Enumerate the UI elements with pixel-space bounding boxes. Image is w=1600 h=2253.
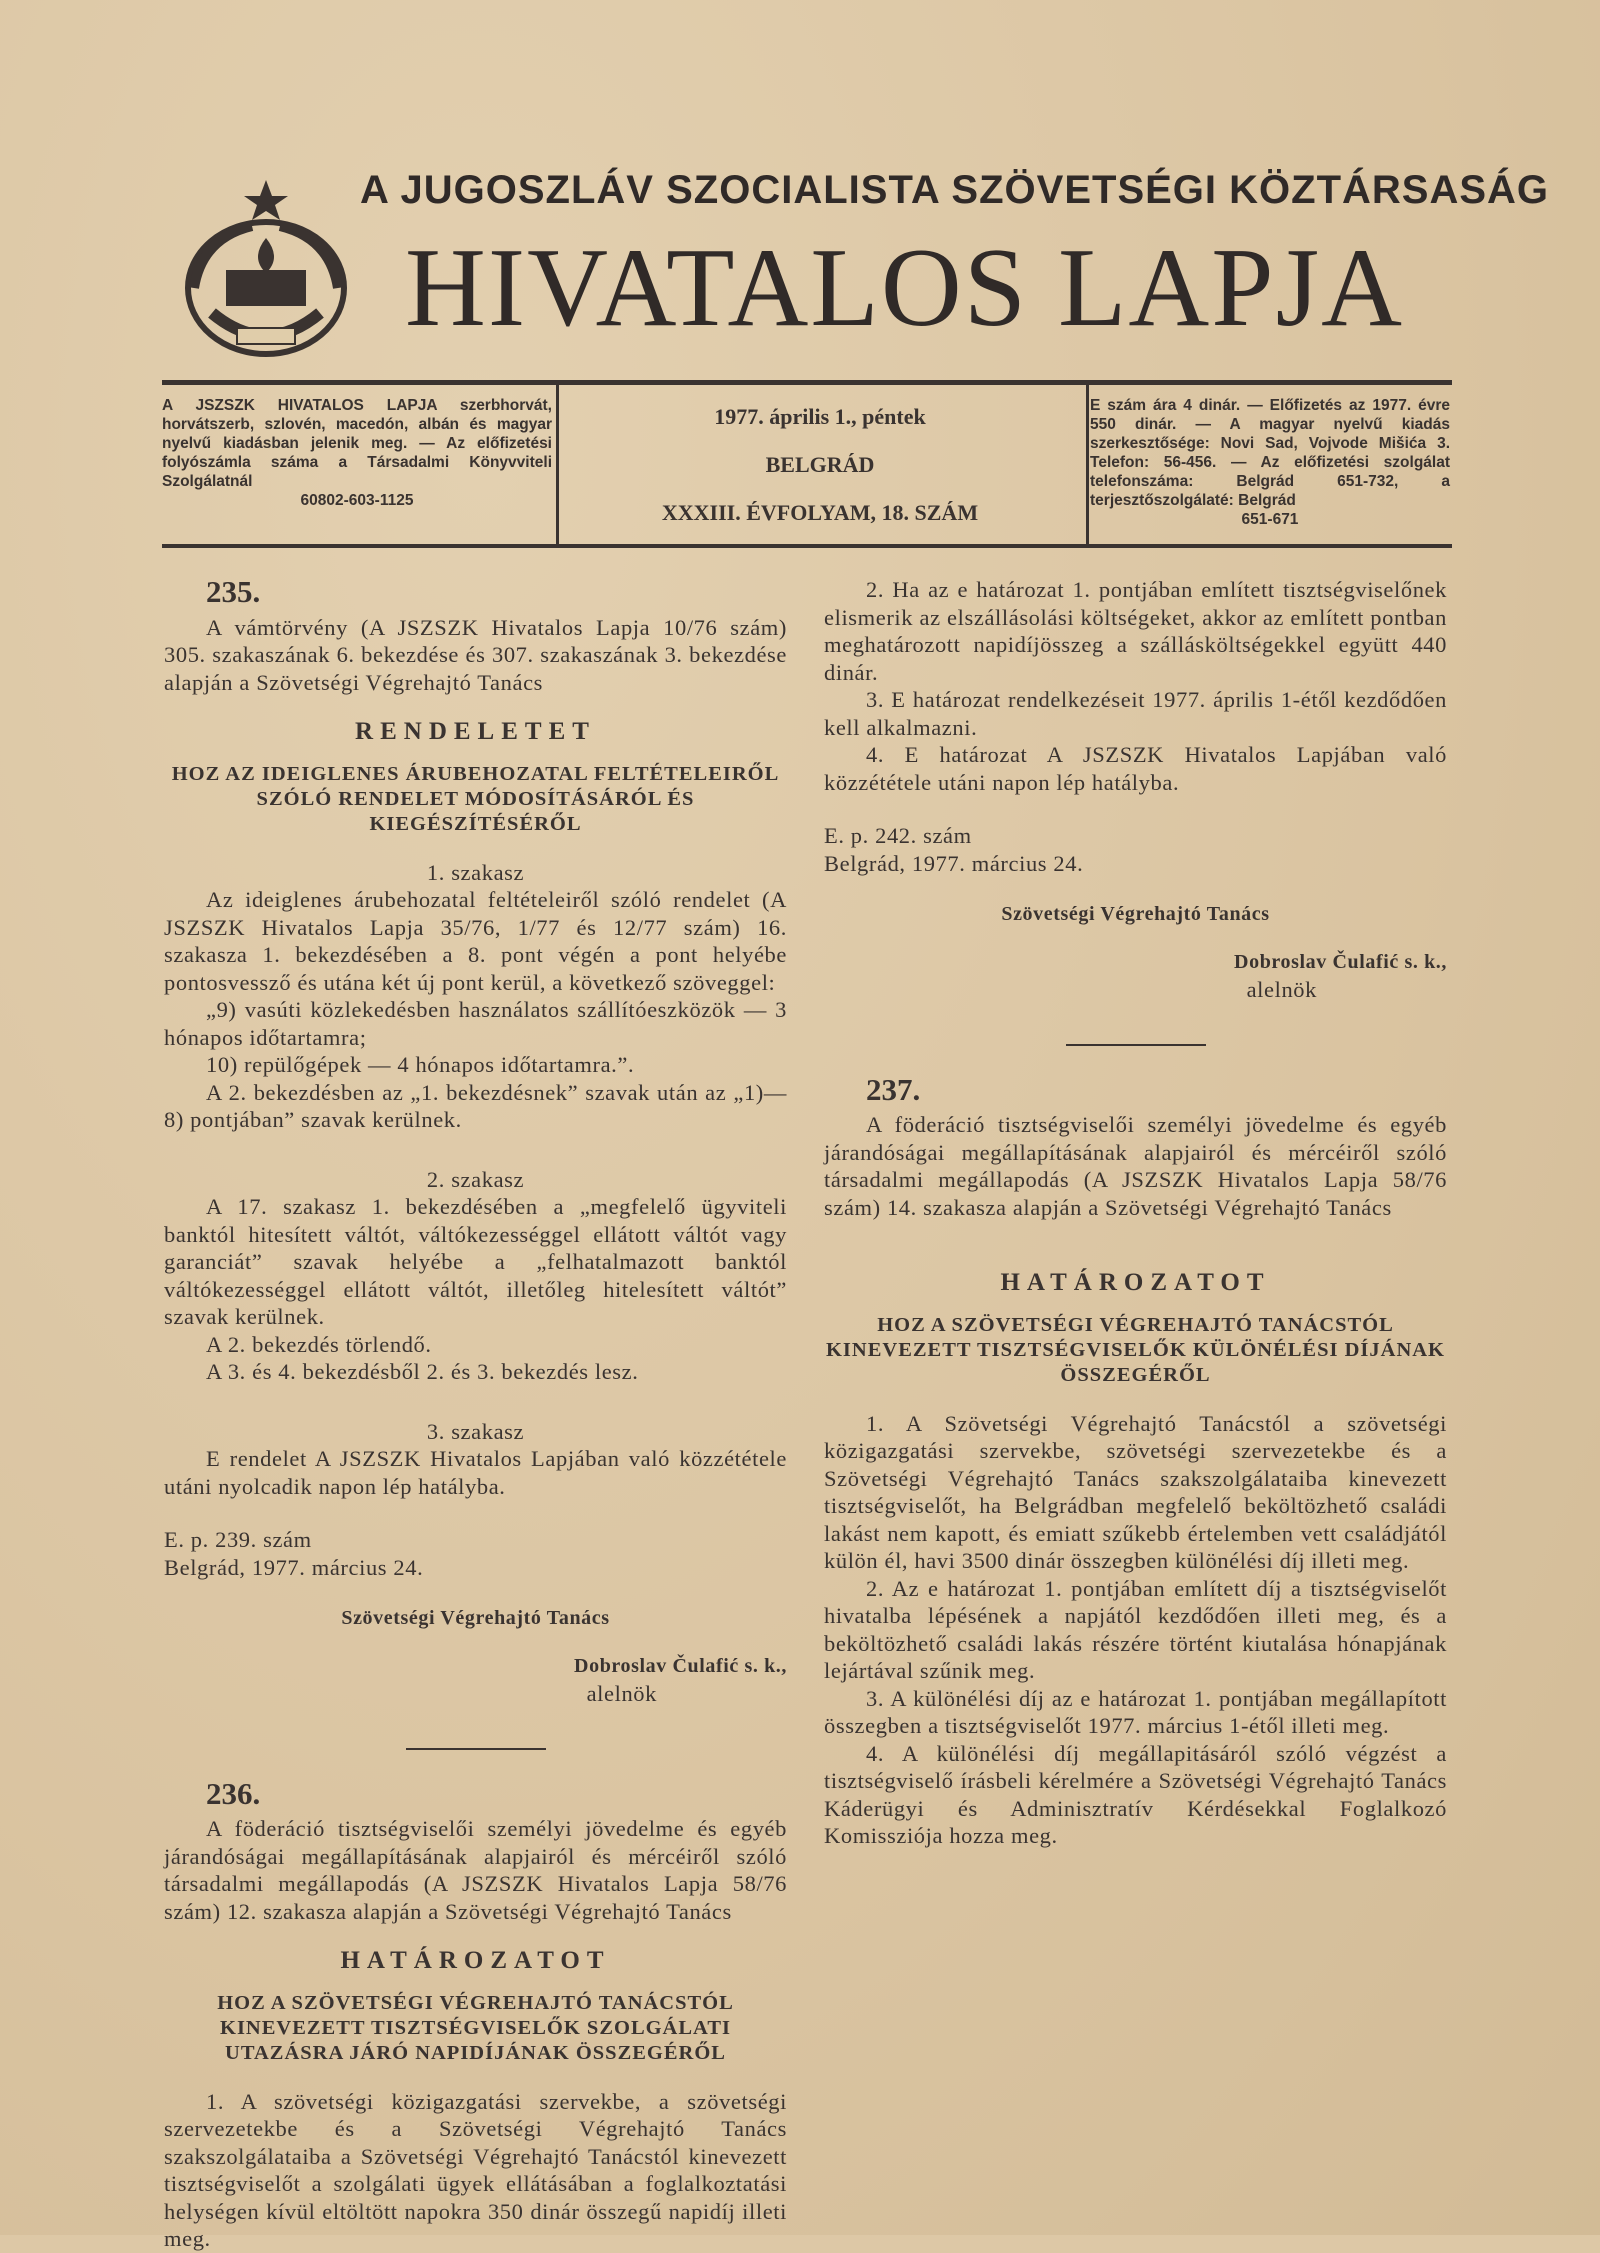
signer-name: Dobroslav Čulafić s. k., bbox=[1234, 950, 1447, 973]
header-rule-top bbox=[162, 380, 1452, 385]
issue-date: 1977. április 1., péntek bbox=[714, 404, 926, 429]
signer-role: alelnök bbox=[586, 1681, 657, 1706]
paragraph: Az ideiglenes árubehozatal feltételeiről szóló rendelet (A JSZSZK Hivatalos Lapja 35/76, 1/77 és 12/77 szám) 16. szakasza 1. bekezdésében a 8. pont végén a pont helyébe pontosvessző és utána két új pont kerül, a következő szöveggel: bbox=[164, 887, 787, 995]
header-publication-info bbox=[162, 396, 552, 510]
account-number: 60802-603-1125 bbox=[300, 492, 414, 509]
masthead-subtitle: A JUGOSZLÁV SZOCIALISTA SZÖVETSÉGI KÖZTÁRSASÁG bbox=[360, 168, 1550, 212]
paragraph: 1. A szövetségi közigazgatási szervekbe, a szövetségi szervezetekbe és a Szövetségi Végrehajtó Tanács szakszolgálataiba a Szövetségi Végrehajtó Tanácstól kinevezett tisztségviselőt a szolgálati ügyek ellátásában a foglalkoztatási helységen kívül eltöltött napokra 350 dinár összegű napidíj illeti meg. bbox=[164, 2088, 787, 2251]
signer-name: Dobroslav Čulafić s. k., bbox=[574, 1654, 787, 1677]
article-kind: RENDELETET bbox=[355, 718, 596, 745]
issuing-body: Szövetségi Végrehajtó Tanács bbox=[1001, 903, 1270, 925]
article-number: 236. bbox=[206, 1775, 261, 1811]
place-date: Belgrád, 1977. március 24. bbox=[824, 850, 1084, 876]
right-column bbox=[824, 576, 1447, 1850]
paragraph: 2. Ha az e határozat 1. pontjában említett tisztségviselőnek elismerik az elszállásolási költségeket, akkor az említett pontban meghatározott napidíjösszeg a szállásköltségekkel együtt 440 dinár. bbox=[824, 577, 1447, 685]
paragraph: 3. E határozat rendelkezéseit 1977. április 1-étől kezdődően kell alkalmazni. bbox=[824, 687, 1447, 740]
article-subtitle: HOZ A SZÖVETSÉGI VÉGREHAJTÓ TANÁCSTÓL KINEVEZETT TISZTSÉGVISELŐK SZOLGÁLATI UTAZÁSRA JÁRÓ NAPIDÍJÁNAK ÖSSZEGÉRŐL bbox=[217, 1991, 734, 2064]
paragraph: 4. E határozat A JSZSZK Hivatalos Lapjában való közzététele utáni napon lép hatályba. bbox=[824, 742, 1447, 795]
signer-role: alelnök bbox=[1246, 977, 1317, 1002]
article-kind: HATÁROZATOT bbox=[340, 1947, 611, 1974]
issue-number: XXXIII. ÉVFOLYAM, 18. SZÁM bbox=[661, 500, 979, 525]
state-emblem-icon bbox=[182, 178, 350, 364]
article-235 bbox=[164, 574, 787, 1750]
section-title: 3. szakasz bbox=[426, 1418, 525, 1444]
article-intro: A föderáció tisztségviselői személyi jövedelme és egyéb járandóságai megállapításának alapjairól és mércéiről szóló társadalmi megállapodás (A JSZSZK Hivatalos Lapja 58/76 szám) 12. szakasza alapján a Szövetségi Végrehajtó Tanács bbox=[164, 1816, 787, 1924]
article-number: 237. bbox=[866, 1071, 921, 1107]
article-divider bbox=[406, 1748, 546, 1750]
reference-number: E. p. 242. szám bbox=[824, 823, 972, 848]
paragraph: 10) repülőgépek — 4 hónapos időtartamra.”. bbox=[206, 1052, 635, 1077]
article-236-continued bbox=[824, 576, 1447, 1046]
left-column bbox=[164, 574, 787, 2253]
section-title: 2. szakasz bbox=[426, 1166, 525, 1192]
paragraph: 3. A különélési díj az e határozat 1. pontjában megállapított összegben a tisztségviselőt 1977. március 1-étől illeti meg. bbox=[824, 1685, 1447, 1738]
article-237 bbox=[824, 1071, 1447, 1850]
header-divider bbox=[556, 385, 559, 544]
article-divider bbox=[1066, 1044, 1206, 1046]
article-intro: A vámtörvény (A JSZSZK Hivatalos Lapja 10/76 szám) 305. szakaszának 6. bekezdése és 307. szakaszának 3. bekezdése alapján a Szövetségi Végrehajtó Tanács bbox=[164, 614, 787, 695]
issue-city: BELGRÁD bbox=[765, 452, 875, 477]
paragraph: E rendelet A JSZSZK Hivatalos Lapjában való közzététele utáni nyolcadik napon lép hatályba. bbox=[164, 1446, 787, 1499]
article-236 bbox=[164, 1775, 787, 2253]
section-title: 1. szakasz bbox=[426, 859, 525, 885]
masthead-title: HIVATALOS LAPJA bbox=[405, 226, 1405, 350]
paragraph: A 17. szakasz 1. bekezdésében a „megfelelő ügyviteli banktól hitesített váltót, váltókezességgel ellátott váltót vagy garanciát” szavak helyébe a „felhatalmazott banktól váltókezességgel ellátott váltót, illetőleg hitelesített váltót” szavak kerülnek. bbox=[164, 1194, 787, 1329]
price-info-text: E szám ára 4 dinár. — Előfizetés az 1977. évre 550 dinár. — A magyar nyelvű kiadás szerkesztősége: Novi Sad, Vojvode Mišića 3. Telefon: 56-456. — Az előfizetési szolgálat telefonszáma: Belgrád 651-732, a terjesztőszolgálaté: Belgrád bbox=[1090, 397, 1450, 509]
article-number: 235. bbox=[206, 574, 261, 609]
paragraph: „9) vasúti közlekedésben használatos szállítóeszközök — 3 hónapos időtartamra; bbox=[164, 997, 787, 1050]
reference-number: E. p. 239. szám bbox=[164, 1527, 312, 1552]
article-kind: HATÁROZATOT bbox=[1000, 1269, 1271, 1296]
header-issue-info bbox=[560, 396, 1080, 550]
place-date: Belgrád, 1977. március 24. bbox=[164, 1554, 424, 1580]
header-divider bbox=[1086, 385, 1089, 544]
paragraph: A 2. bekezdésben az „1. bekezdésnek” szavak után az „1)—8) pontjában” szavak kerülnek. bbox=[164, 1079, 787, 1132]
paragraph: 4. A különélési díj megállapitásáról szóló végzést a tisztségviselő írásbeli kérelmére a Szövetségi Végrehajtó Tanács Káderügyi és Adminisztratív Kérdésekkal Foglalkozó Komissziója hozza meg. bbox=[824, 1740, 1447, 1848]
paragraph: 2. Az e határozat 1. pontjában említett díj a tisztségviselőt hivatalba lépésének a napjától kezdődően illeti meg, és a beköltözhető családi lakás részére történt kiutalása hónapjának lejártával szűnik meg. bbox=[824, 1575, 1447, 1683]
paragraph: A 3. és 4. bekezdésből 2. és 3. bekezdés lesz. bbox=[206, 1359, 639, 1384]
article-intro: A föderáció tisztségviselői személyi jövedelme és egyéb járandóságai megállapításának alapjairól és mércéiről szóló társadalmi megállapodás (A JSZSZK Hivatalos Lapja 58/76 szám) 14. szakasza alapján a Szövetségi Végrehajtó Tanács bbox=[824, 1112, 1447, 1220]
header-price-info bbox=[1090, 396, 1450, 529]
paragraph: 1. A Szövetségi Végrehajtó Tanácstól a szövetségi közigazgatási szervekbe, szövetségi szervezetekbe és a Szövetségi Végrehajtó Tanács szakszolgálataiba kinevezett tisztségviselőt, ha Belgrádban megfelelő beköltözhető családi lakást nem kapott, és emiatt szűkebb értelemben vett családjától külön él, havi 3500 dinár összegben különélési díj illeti meg. bbox=[824, 1410, 1447, 1573]
issuing-body: Szövetségi Végrehajtó Tanács bbox=[341, 1607, 610, 1629]
paragraph: A 2. bekezdés törlendő. bbox=[206, 1331, 432, 1357]
distribution-phone: 651-671 bbox=[1241, 511, 1299, 528]
article-subtitle: HOZ A SZÖVETSÉGI VÉGREHAJTÓ TANÁCSTÓL KINEVEZETT TISZTSÉGVISELŐK KÜLÖNÉLÉSI DÍJÁNAK ÖSSZEGÉRŐL bbox=[825, 1313, 1445, 1386]
article-subtitle: HOZ AZ IDEIGLENES ÁRUBEHOZATAL FELTÉTELEIRŐL SZÓLÓ RENDELET MÓDOSÍTÁSÁRÓL ÉS KIEGÉSZÍTÉSÉRŐL bbox=[171, 762, 780, 835]
publication-info-text: A JSZSZK HIVATALOS LAPJA szerbhorvát, horvátszerb, szlovén, macedón, albán és magyar nyelvű kiadásban jelenik meg. — Az előfizetési folyószámla száma a Társadalmi Könyvviteli Szolgálatnál bbox=[162, 397, 552, 490]
